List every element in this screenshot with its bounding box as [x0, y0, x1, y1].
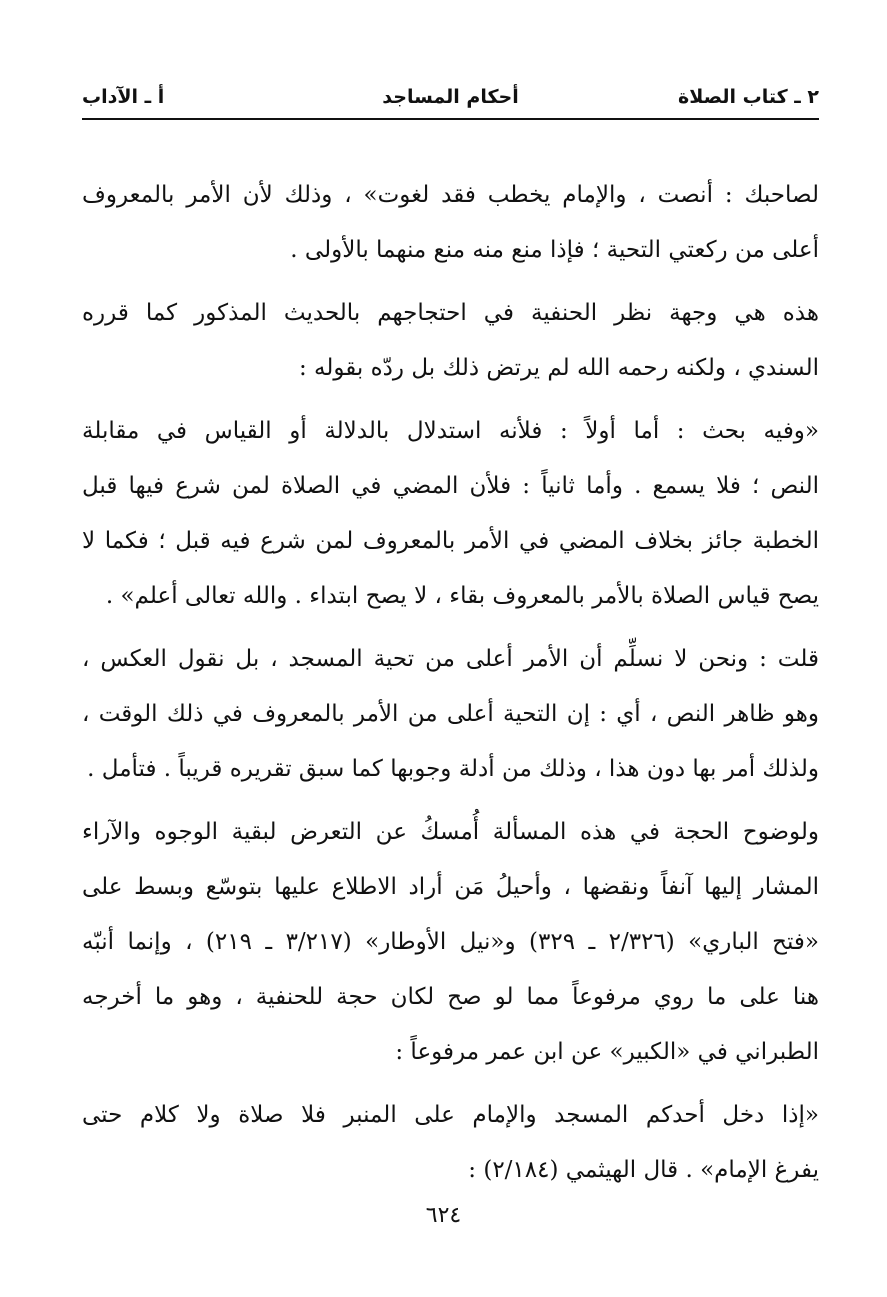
body-text — [82, 168, 819, 1206]
text-line: وهو ظاهر النص ، أي : إن التحية أعلى من الأمر بالمعروف في ذلك الوقت ، — [82, 701, 819, 727]
text-line: «إذا دخل أحدكم المسجد والإمام على المنبر فلا صلاة ولا كلام حتى — [82, 1102, 819, 1128]
paragraph-2 — [82, 286, 819, 396]
running-header — [82, 82, 819, 120]
text-line: المشار إليها آنفاً ونقضها ، وأحيلُ مَن أراد الاطلاع عليها بتوسّع وبسط على — [82, 874, 819, 900]
text-line: السندي ، ولكنه رحمه الله لم يرتض ذلك بل ردّه بقوله : — [298, 355, 819, 381]
paragraph-5 — [82, 805, 819, 1080]
paragraph-4 — [82, 632, 819, 797]
text-line: يصح قياس الصلاة بالأمر بالمعروف بقاء ، لا يصح ابتداء . والله تعالى أعلم» . — [105, 583, 819, 609]
text-line: هنا على ما روي مرفوعاً مما لو صح لكان حجة للحنفية ، وهو ما أخرجه — [82, 984, 819, 1010]
text-line: «وفيه بحث : أما أولاً : فلأنه استدلال بالدلالة أو القياس في مقابلة — [82, 418, 819, 444]
page-number: ٦٢٤ — [425, 1203, 462, 1228]
header-subsection: أ ـ الآداب — [82, 86, 165, 108]
paragraph-3-quote — [82, 404, 819, 624]
text-line: الخطبة جائز بخلاف المضي في الأمر بالمعروف لمن شرع فيه قبل ؛ فكما لا — [82, 528, 819, 554]
text-line: «فتح الباري» (٢/٣٢٦ ـ ٣٢٩) و«نيل الأوطار» (٣/٢١٧ ـ ٢١٩) ، وإنما أنبّه — [82, 929, 819, 955]
paragraph-6-hadith — [82, 1088, 819, 1198]
paragraph-1 — [82, 168, 819, 278]
text-line: الطبراني في «الكبير» عن ابن عمر مرفوعاً : — [395, 1039, 819, 1065]
text-line: ولوضوح الحجة في هذه المسألة أُمسكُ عن التعرض لبقية الوجوه والآراء — [82, 819, 819, 845]
text-line: ولذلك أمر بها دون هذا ، وذلك من أدلة وجوبها كما سبق تقريره قريباً . فتأمل . — [87, 756, 819, 782]
text-line: لصاحبك : أنصت ، والإمام يخطب فقد لغوت» ، وذلك لأن الأمر بالمعروف — [82, 182, 819, 208]
text-line: أعلى من ركعتي التحية ؛ فإذا منع منه منع منهما بالأولى . — [290, 237, 819, 263]
header-section-title: أحكام المساجد — [382, 86, 519, 108]
text-line: قلت : ونحن لا نسلِّم أن الأمر أعلى من تحية المسجد ، بل نقول العكس ، — [82, 646, 819, 672]
text-line: النص ؛ فلا يسمع . وأما ثانياً : فلأن المضي في الصلاة لمن شرع فيها قبل — [82, 473, 819, 499]
text-line: هذه هي وجهة نظر الحنفية في احتجاجهم بالحديث المذكور كما قرره — [82, 300, 819, 326]
header-chapter: ٢ ـ كتاب الصلاة — [678, 86, 819, 108]
text-line: يفرغ الإمام» . قال الهيثمي (٢/١٨٤) : — [468, 1157, 819, 1183]
